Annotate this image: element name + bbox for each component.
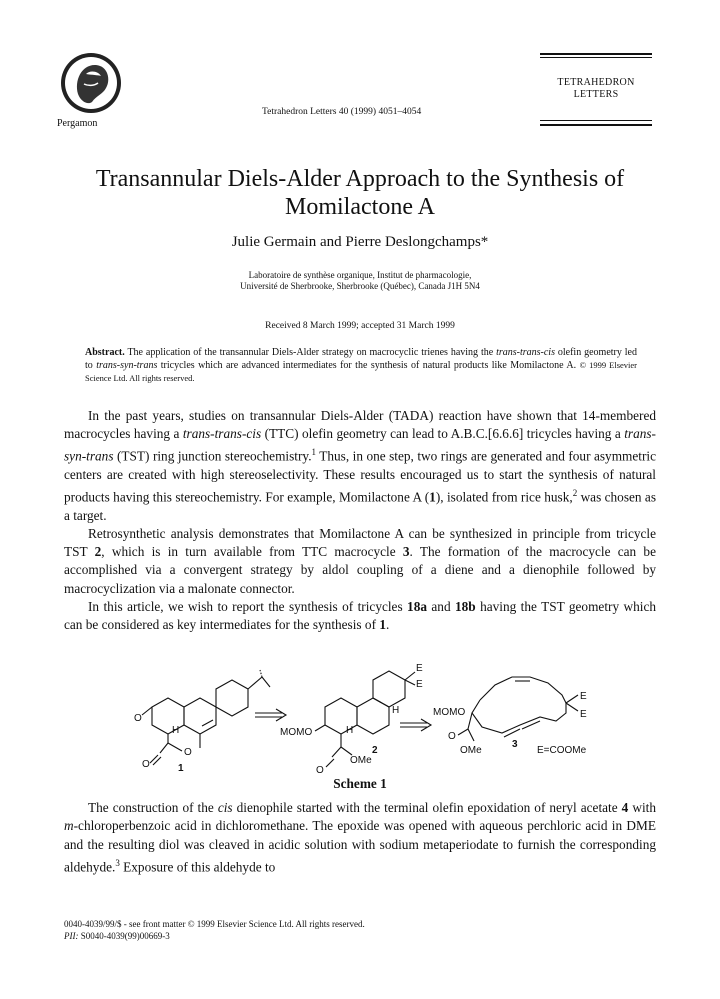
text: . <box>385 617 390 633</box>
mom-label: MOMO <box>433 707 466 718</box>
text: was chosen as a target. <box>64 489 657 523</box>
text: . The formation of the macrocycle can be accomplished via a convergent strategy by aldol coupling of a diene and a dienophile followed by macrocyclization via a malonate connector. <box>64 544 656 596</box>
scheme-1-figure <box>110 655 630 773</box>
oxygen-label: O <box>142 759 150 770</box>
title-line-1: Transannular Diels-Alder Approach to the Synthesis of <box>95 166 625 192</box>
body-text <box>64 407 656 634</box>
compound-number-1: 1 <box>178 763 184 773</box>
paragraph-2 <box>64 525 656 598</box>
ester-label-e: E <box>580 709 587 720</box>
pii-value: S0040-4039(99)00669-3 <box>78 931 170 941</box>
abstract-label: Abstract. <box>85 347 125 358</box>
structure-macrocycle-3 <box>433 677 587 756</box>
text: -chloroperbenzoic acid in dichloromethane. The epoxide was opened with aqueous perchloric acid in DME and the resulting diol was cleaved in acidic solution with sodium metaperiodate to furnish the corresponding aldehyde. <box>64 818 656 875</box>
affiliation <box>60 270 660 292</box>
oxygen-label: O <box>316 765 324 773</box>
compound-number: 4 <box>621 800 629 815</box>
retrosynthesis-arrow <box>400 719 431 731</box>
abstract-copyright: © 1999 Elsevier Science Ltd. All rights reserved. <box>85 360 638 383</box>
body-text-continued <box>64 799 656 877</box>
ester-label-e: E <box>580 691 587 702</box>
abstract <box>85 347 637 385</box>
compound-number-2: 2 <box>372 745 378 756</box>
authors: Julie Germain and Pierre Deslongchamps* <box>231 234 489 250</box>
compound-number: 18b <box>455 598 476 614</box>
journal-name-line1: TETRAHEDRON <box>557 77 635 88</box>
oxygen-label: O <box>184 747 192 758</box>
abstract-italic: trans-syn-trans <box>96 360 158 371</box>
article-title <box>60 165 660 221</box>
compound-number: 1 <box>429 489 436 505</box>
italic-text: trans-syn-trans <box>64 426 656 464</box>
received-dates: Received 8 March 1999; accepted 31 March 1999 <box>265 321 455 331</box>
ome-label: OMe <box>350 755 372 766</box>
paragraph-4 <box>64 799 656 877</box>
ester-label-e: E <box>416 663 423 674</box>
paragraph-1 <box>64 407 656 525</box>
text: (TTC) olefin geometry can lead to A.B.C.[6.6.6] tricycles having a <box>261 426 625 442</box>
title-line-2: Momilactone A <box>285 194 435 220</box>
reference-superscript: 2 <box>572 488 578 499</box>
text: dienophile started with the terminal olefin epoxidation of neryl acetate <box>232 800 622 815</box>
text: In this article, we wish to report the synthesis of tricycles <box>88 598 408 614</box>
italic-text: cis <box>217 800 233 815</box>
compound-number: 18a <box>407 598 427 614</box>
page-footer <box>64 918 365 942</box>
text: with <box>628 800 656 815</box>
text: Retrosynthetic analysis demonstrates that Momilactone A can be synthesized in principle from tricycle TST <box>64 526 656 560</box>
pii-label: PII: <box>64 931 79 941</box>
paragraph-3 <box>64 598 656 634</box>
structure-tricycle-2 <box>280 663 423 773</box>
abstract-text: The application of the transannular Diels-Alder strategy on macrocyclic trienes having the <box>124 347 497 358</box>
italic-text: trans-trans-cis <box>182 426 262 442</box>
text: , which is in turn available from TTC macrocycle <box>101 544 403 560</box>
hydrogen-label: H <box>346 725 354 736</box>
footer-copyright: 0040-4039/99/$ - see front matter © 1999 Elsevier Science Ltd. All rights reserved. <box>64 919 365 929</box>
text: In the past years, studies on transannular Diels-Alder (TADA) reaction have shown that 14-membered macrocycles having a <box>64 408 656 442</box>
retrosynthesis-arrow <box>255 709 286 721</box>
oxygen-label: O <box>134 713 142 724</box>
compound-number: 3 <box>402 544 410 560</box>
text: The construction of the <box>88 800 218 815</box>
publisher-name: Pergamon <box>57 118 98 129</box>
affiliation-line-1: Laboratoire de synthèse organique, Institut de pharmacologie, <box>248 270 472 280</box>
reference-superscript: 1 <box>311 447 317 458</box>
reference-superscript: 3 <box>115 858 120 869</box>
abstract-italic: trans-trans-cis <box>496 347 555 358</box>
journal-masthead <box>540 50 652 130</box>
journal-name-line2: LETTERS <box>573 89 619 100</box>
ester-label-e: E <box>416 679 423 690</box>
structure-momilactone-a <box>134 670 270 773</box>
compound-number: 1 <box>379 617 386 633</box>
journal-citation: Tetrahedron Letters 40 (1999) 4051–4054 <box>262 107 422 117</box>
oxygen-label: O <box>448 731 456 742</box>
text: (TST) ring junction stereochemistry. <box>113 448 312 464</box>
text: Exposure of this aldehyde to <box>119 859 276 875</box>
hydrogen-label: H <box>172 725 180 736</box>
text: Thus, in one step, two rings are generated and four asymmetric centers are created with high stereoselectivity. These results encouraged us to start the synthesis of natural products having this stereochemistry. For example, Momilactone A ( <box>64 448 657 505</box>
text: and <box>427 598 455 614</box>
compound-number: 2 <box>94 544 102 560</box>
abstract-text: olefin geometry led to <box>85 347 637 371</box>
italic-text: m <box>64 818 74 834</box>
text: ), isolated from rice husk, <box>435 489 573 505</box>
abstract-text: tricycles which are advanced intermediates for the synthesis of natural products like Momilactone A. <box>157 360 580 371</box>
ester-definition: E=COOMe <box>537 745 587 756</box>
mom-label: MOMO <box>280 727 313 738</box>
ome-label: OMe <box>460 745 482 756</box>
affiliation-line-2: Université de Sherbrooke, Sherbrooke (Québec), Canada J1H 5N4 <box>240 281 480 291</box>
compound-number-3: 3 <box>512 739 518 750</box>
publisher-logo <box>56 50 126 116</box>
hydrogen-label: H <box>392 705 400 716</box>
scheme-caption: Scheme 1 <box>333 776 387 791</box>
text: having the TST geometry which can be considered as key intermediates for the synthesis of <box>64 598 656 633</box>
footer-pii <box>64 930 365 942</box>
